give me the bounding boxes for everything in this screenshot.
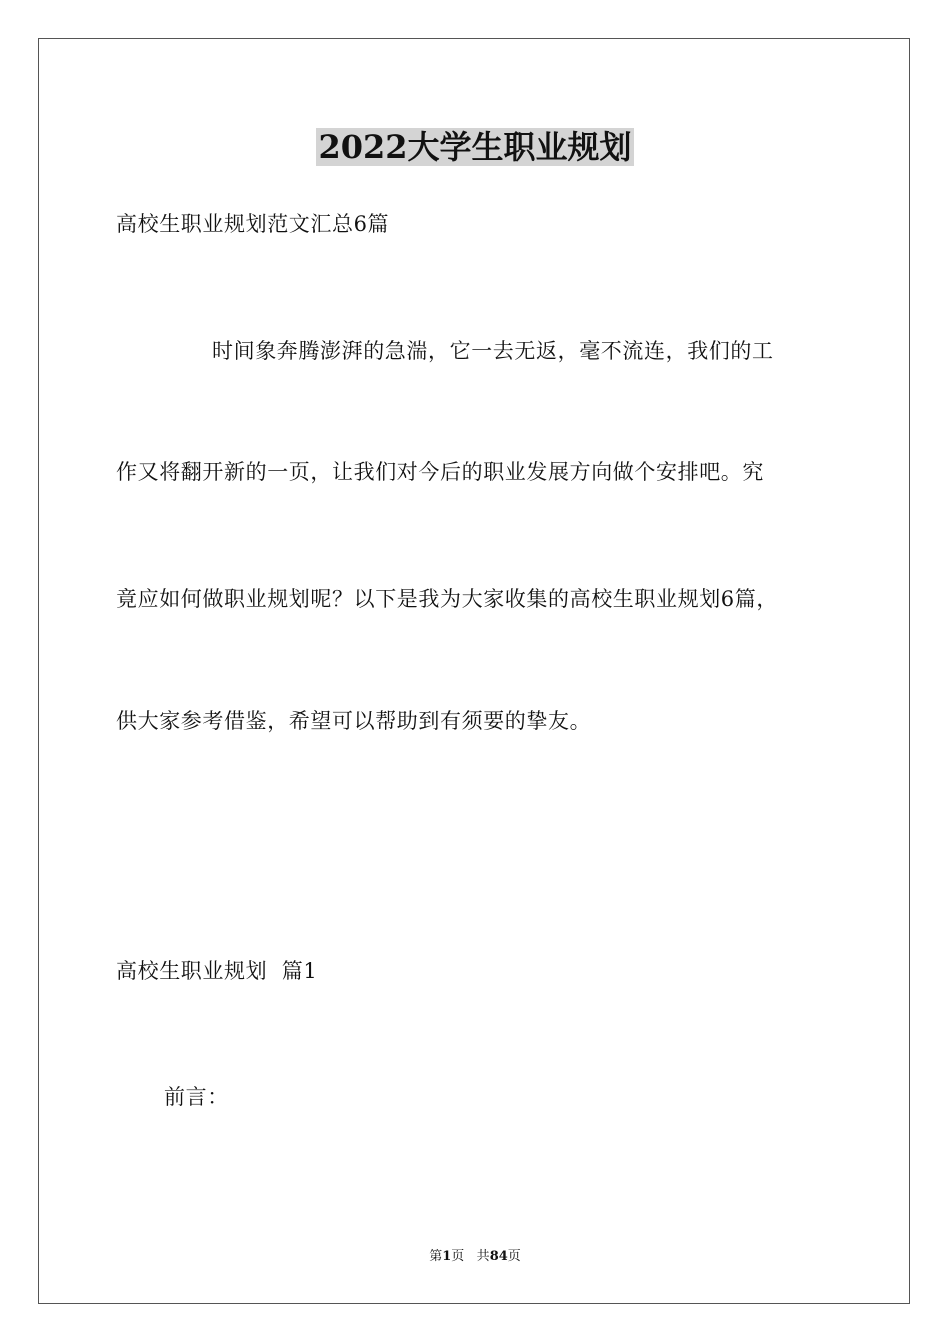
preface-label: 前言： — [164, 1085, 229, 1109]
paragraph-line: 竟应如何做职业规划呢？以下是我为大家收集的高校生职业规划6篇， — [116, 587, 778, 611]
footer-page-suffix: 页 — [451, 1249, 465, 1264]
paragraph-line: 作又将翻开新的一页，让我们对今后的职业发展方向做个安排吧。究 — [116, 460, 764, 484]
footer-total-suffix: 页 — [507, 1249, 521, 1264]
footer-page-number: 1 — [442, 1249, 452, 1264]
document-subtitle: 高校生职业规划范文汇总6篇 — [116, 212, 390, 236]
footer-page-prefix: 第 — [429, 1249, 443, 1264]
page-footer — [0, 1248, 950, 1266]
paragraph-line: 供大家参考借鉴，希望可以帮助到有须要的挚友。 — [116, 709, 592, 733]
section-heading: 高校生职业规划 篇1 — [116, 959, 318, 983]
footer-total-prefix: 共 — [476, 1249, 490, 1264]
document-title-text: 2022大学生职业规划 — [318, 128, 632, 166]
paragraph-line: 时间象奔腾澎湃的急湍，它一去无返，毫不流连，我们的工 — [212, 339, 774, 363]
footer-total-pages: 84 — [489, 1249, 508, 1264]
document-title — [0, 126, 950, 168]
